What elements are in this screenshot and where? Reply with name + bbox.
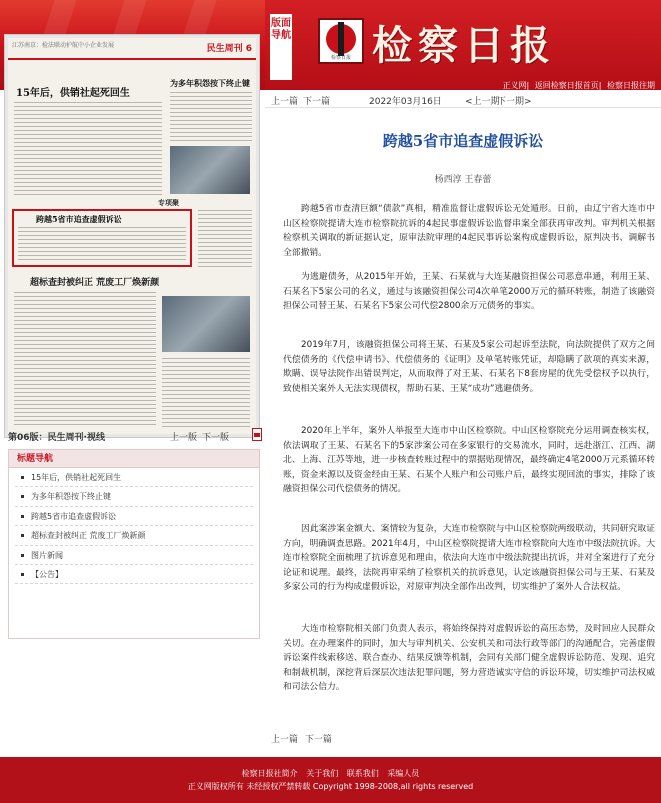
thumbnail-header: 江苏南京：检法联动护航中小企业发展 民生周刊 6 — [8, 38, 256, 60]
page-thumbnail-frame — [4, 34, 260, 438]
article-panel — [265, 90, 661, 745]
issue-date: 2022年03月16日 — [369, 97, 442, 107]
footer-link-about-us[interactable]: 关于我们 — [306, 769, 339, 778]
article-paragraph: 跨越5省市查清巨额“债款”真相，精准监督让虚假诉讼无处遁形。日前，由辽宁省大连市中山区检察院提请大连市检察院抗诉的4起民事虚假诉讼监督串案全部获再审改判。审判机关根据检察机关调取的新证据认定，原审法院审理的4起民事诉讼案构成虚假诉讼，原判决书、调解书全部撤销。 — [283, 204, 655, 258]
bullet-icon — [21, 476, 24, 479]
header-links: 正义网| 返回检察日报首页| 检察日报往期 — [502, 81, 655, 90]
pdf-icon[interactable] — [252, 428, 262, 441]
title-nav-item[interactable]: 【公告】 — [15, 565, 253, 584]
footer-links — [0, 768, 661, 779]
thumbnail-photo — [162, 296, 250, 352]
article-paragraph: 因此案涉案金额大、案情较为复杂，大连市检察院与中山区检察院两级联动，共同研究取证方向，明确调查思路。2021年4月，中山区检察院提请大连市检察院向大连市中级法院抗诉。大连市检察院全面梳理了抗诉意见和理由，依法向大连市中级法院提出抗诉，并对全案进行了充分论证和说理。最终，法院再审采纳了检察机关的抗诉意见，认定该融资担保公司与王某、石某及多家公司的行为构成虚假诉讼，对原审判决全部作出改判，切实维护了案外人合法权益。 — [283, 524, 655, 593]
title-nav-box — [8, 449, 260, 639]
prev-article-link[interactable]: 上一篇 — [271, 97, 299, 107]
bottom-next-article-link[interactable]: 下一篇 — [304, 735, 332, 745]
newspaper-logo[interactable]: 检察日报 — [318, 18, 364, 64]
thumbnail-highlight-current-article[interactable]: 跨越5省市追查虚假诉讼 — [12, 209, 192, 267]
logo-bar-icon — [338, 22, 344, 56]
article-bottom-nav — [271, 732, 336, 745]
article-paragraph: 大连市检察院相关部门负责人表示，将始终保持对虚假诉讼的高压态势，及时回应人民群众关切。在办理案件的同时，加大与审判机关、公安机关和司法行政等部门的沟通配合，完善虚假诉讼案件线索移送、联合查办、结果反馈等机制，会同有关部门健全虚假诉讼防范、发现、追究和制裁机制，深挖背后深层次违法犯罪问题，努力营造诚实守信的诉讼环境，切实维护司法权威和司法公信力。 — [283, 624, 655, 693]
title-nav-item[interactable]: 为多年积怨按下终止键 — [15, 487, 253, 506]
prev-page-link[interactable]: 上一版 — [170, 433, 198, 443]
article-title: 跨越5省市追查虚假诉讼 — [382, 132, 544, 150]
title-nav-heading: 标题导航 — [9, 450, 259, 468]
masthead-title: 检察日报 — [372, 22, 556, 69]
footer-link-staff[interactable]: 采编人员 — [387, 769, 420, 778]
site-footer — [0, 757, 661, 803]
bullet-icon — [21, 534, 24, 537]
thumbnail-title-main[interactable]: 15年后，供销社起死回生 — [16, 88, 130, 99]
thumbnail-title-bottom[interactable]: 超标查封被纠正 荒废工厂焕新颜 — [30, 278, 160, 288]
article-paragraph: 2019年7月，该融资担保公司将王某、石某及5家公司起诉至法院，向法院提供了双方之间代偿债务的《代偿申请书》、代偿债务的《证明》及单笔转账凭证，却隐瞒了款项的真实来源，欺瞒、误导法院作出错误判定，从而取得了对王某、石某名下8套房屋的优先受偿权予以执行，致使相关案外人无法实现债权，帮助石某、王某“成功”逃避债务。 — [283, 340, 655, 394]
footer-link-contact[interactable]: 联系我们 — [346, 769, 379, 778]
bullet-icon — [21, 515, 24, 518]
title-nav-item[interactable]: 超标查封被纠正 荒废工厂焕新颜 — [15, 526, 253, 545]
page-label: 第06版：民生周刊·视线 — [8, 433, 105, 443]
article-top-nav — [265, 90, 661, 108]
thumbnail-photo — [170, 146, 250, 194]
left-column — [0, 28, 265, 720]
article-paragraph: 为逃避债务，从2015年开始，王某、石某就与大连某融资担保公司恶意串通，利用王某、石某名下5家公司的名义，通过与该融资担保公司4次单笔2000万元的循环转账，制造了该融资担保公司替王某、石某名下5家公司代偿2800余万元债务的事实。 — [283, 272, 655, 312]
thumbnail-text-block — [170, 92, 252, 142]
thumbnail-text-block — [198, 210, 252, 270]
article-byline: 杨西淳 王春蕾 — [434, 175, 492, 185]
title-nav-item[interactable]: 图片新闻 — [15, 546, 253, 565]
thumbnail-text-block — [14, 292, 156, 428]
next-page-link[interactable]: 下一版 — [202, 433, 230, 443]
bullet-icon — [21, 495, 24, 498]
page-nav-row — [8, 427, 260, 445]
footer-link-about-paper[interactable]: 检察日报社简介 — [241, 769, 298, 778]
page-thumbnail[interactable] — [8, 38, 256, 434]
link-archive[interactable]: 检察日报往期 — [607, 81, 655, 90]
bullet-icon — [21, 573, 24, 576]
link-zhengyi[interactable]: 正义网 — [502, 81, 527, 90]
thumbnail-text-block — [14, 102, 162, 198]
prev-issue-link[interactable]: <上一期 — [465, 97, 500, 107]
thumbnail-title-right[interactable]: 为多年积怨按下终止键 — [170, 78, 250, 88]
link-home[interactable]: 返回检察日报首页 — [534, 81, 599, 90]
title-nav-item[interactable]: 跨越5省市追查虚假诉讼 — [15, 507, 253, 526]
next-issue-link[interactable]: 下一期> — [497, 97, 532, 107]
bottom-prev-article-link[interactable]: 上一篇 — [271, 735, 299, 745]
footer-copyright: 正义网版权所有 未经授权严禁转载 Copyright 1998-2008,all rights reserved — [187, 782, 474, 791]
thumbnail-text-block — [162, 358, 250, 428]
article-paragraph: 2020年上半年，案外人举报至大连市中山区检察院。中山区检察院充分运用调查核实权，依法调取了王某、石某名下的5家涉案公司在多家银行的交易流水，同时，远赴浙江、江西、湖北、上海、江苏等地，进一步核查转账过程中的票据贴现情况，最终确定4笔2000万元系循环转账，资金来源以及资金经由王某、石某个人账户和公司账户后，最终实现回流的事实，排除了该融资担保公司代偿债务的情况。 — [283, 426, 655, 495]
title-nav-item[interactable]: 15年后，供销社起死回生 — [15, 468, 253, 487]
bullet-icon — [21, 554, 24, 557]
next-article-link[interactable]: 下一篇 — [303, 97, 331, 107]
edition-nav-tag: 版面导航 — [270, 14, 292, 80]
thumbnail-tag: 专项聚 — [158, 199, 179, 207]
